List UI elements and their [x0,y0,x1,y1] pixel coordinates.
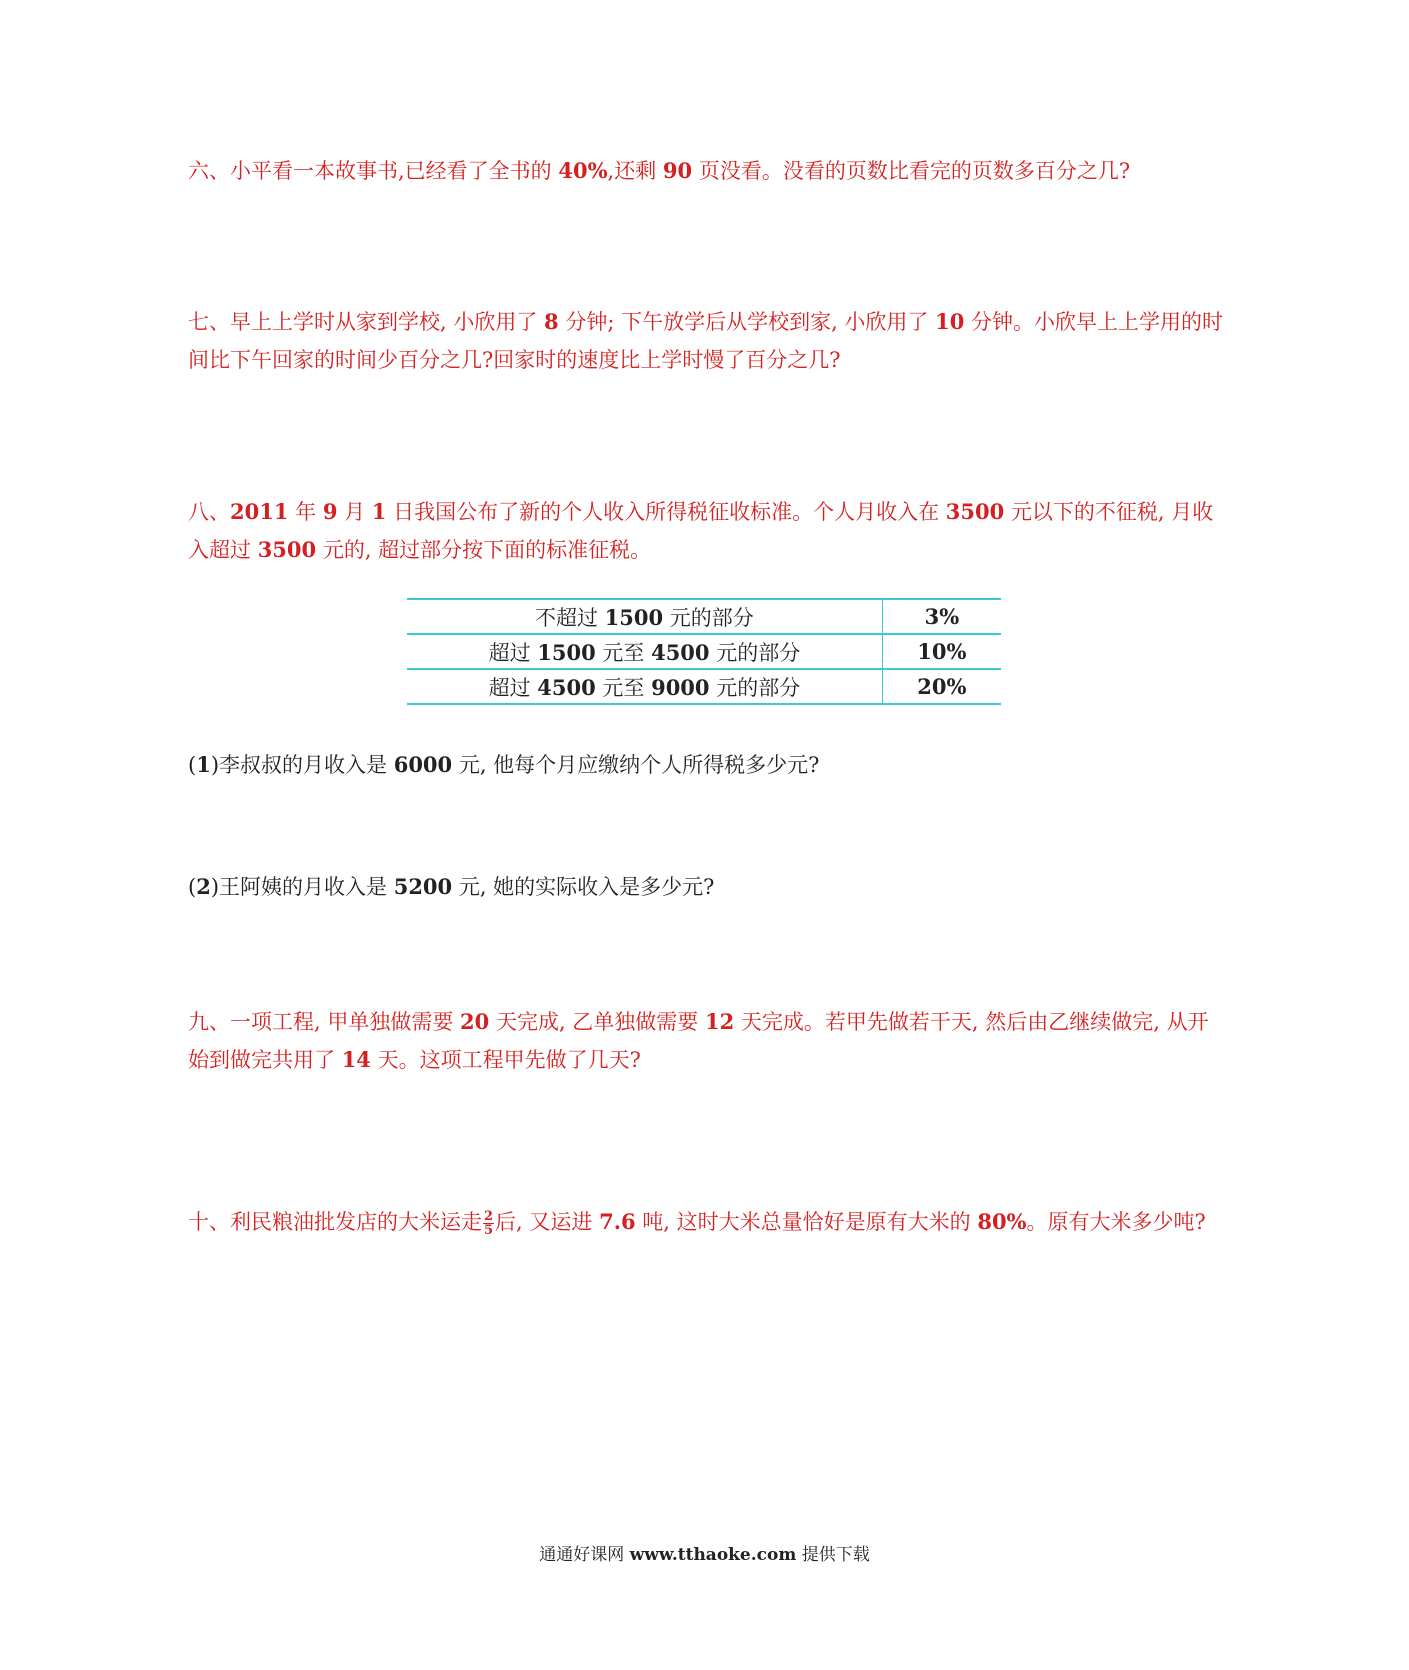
number: 2011 [230,499,289,524]
number: 3500 [945,499,1005,524]
number: 9 [322,499,338,524]
text: 六、小平看一本故事书,已经看了全书的 [188,159,559,183]
rate-cell: 3% [882,599,1001,634]
footer-download-text: 提供下载 [796,1545,870,1565]
text: 月 [337,500,372,524]
question-10: 十、利民粮油批发店的大米运走 $\frac{2}{5}$ 后, 又运进 7.6 吨, 这时大米总量恰好是原有大米的 80%。原有大米多少吨? [188,1209,1206,1238]
number: 1 [371,499,387,524]
number: 10 [935,309,965,334]
tax-rate-table [407,598,1001,705]
rate-cell: 20% [882,669,1001,704]
text: 七、早上上学时从家到学校, 小欣用了 [188,310,545,334]
text: 日我国公布了新的个人收入所得税征收标准。个人月收入在 [386,500,946,524]
table-row [407,634,1001,669]
text: 元的, 超过部分按下面的标准征税。 [316,538,652,562]
table-row [407,669,1001,704]
text: 页没看。没看的页数比看完的页数多百分之几? [692,159,1131,183]
table-row [407,599,1001,634]
text: 分钟。小欣早上上学用的时间比下午回家的时间少百分之几?回家时的速度比上学时慢了百分之几? [188,310,1224,372]
number: 40% [558,158,608,183]
fraction-numerator: 2 [484,1209,494,1224]
page-footer [0,1540,1409,1565]
text: ,还剩 [607,159,663,183]
number: 3500 [257,537,317,562]
bracket-cell: 超过 1500 元至 4500 元的部分 [407,634,882,669]
rate-cell: 10% [882,634,1001,669]
fraction-denominator: 5 [484,1223,494,1238]
question-9: 九、一项工程, 甲单独做需要 20 天完成, 乙单独做需要 12 天完成。若甲先做若干天, 然后由乙继续做完, 从开始到做完共用了 14 天。这项工程甲先做了几天? [188,1009,1209,1072]
text: 八、 [188,500,230,524]
question-7 [188,303,1228,379]
bracket-cell: 不超过 1500 元的部分 [407,599,882,634]
footer-site-name: 通通好课网 [539,1545,630,1565]
bracket-cell: 超过 4500 元至 9000 元的部分 [407,669,882,704]
footer-url: www.tthaoke.com [629,1545,797,1565]
text: 元以下的不征税, 月收入超过 [188,500,1214,562]
question-6 [188,152,1228,190]
sub-question-1: (1)李叔叔的月收入是 6000 元, 他每个月应缴纳个人所得税多少元? [188,752,820,777]
fraction [483,1210,494,1237]
number: 8 [544,309,559,334]
sub-question-2: (2)王阿姨的月收入是 5200 元, 她的实际收入是多少元? [188,874,715,899]
number: 90 [662,158,693,183]
text: 年 [288,500,323,524]
question-8 [188,493,1228,569]
text: 分钟; 下午放学后从学校到家, 小欣用了 [558,310,936,334]
